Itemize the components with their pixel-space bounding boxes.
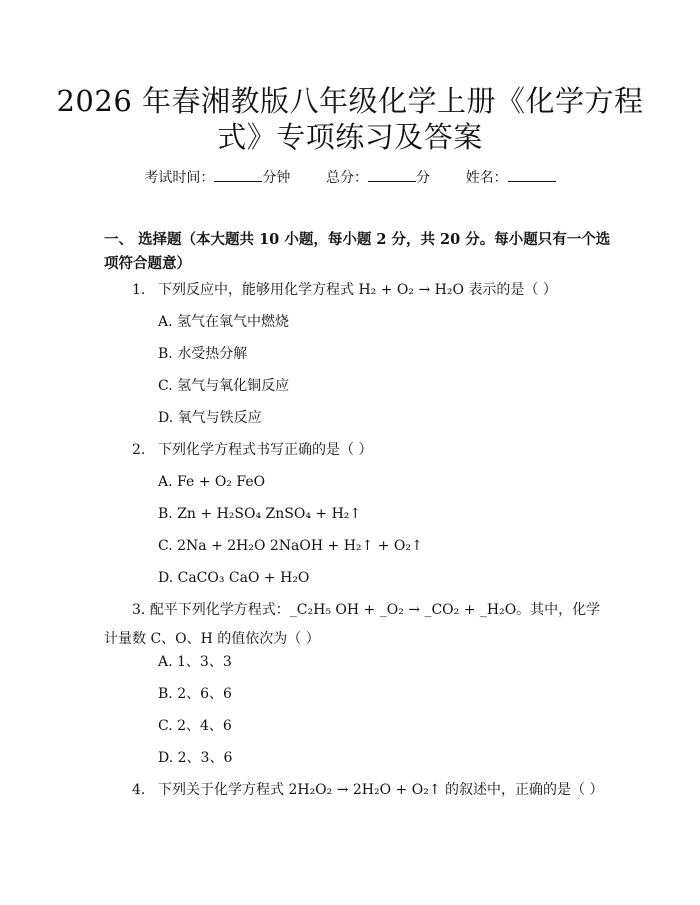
question-2-option-b: B. Zn + H₂SO₄ ZnSO₄ + H₂↑	[158, 506, 362, 522]
question-1	[132, 280, 557, 300]
question-3	[104, 596, 604, 654]
question-1-option-b: B. 水受热分解	[158, 346, 248, 362]
question-number: 1.	[132, 282, 146, 298]
question-2-option-c: C. 2Na + 2H₂O 2NaOH + H₂↑ + O₂↑	[158, 538, 423, 554]
question-3-option-c: C. 2、4、6	[158, 718, 232, 734]
question-3-option-b: B. 2、6、6	[158, 686, 232, 702]
score-label: 总分：	[326, 170, 368, 186]
question-2-option-a: A. Fe + O₂ FeO	[158, 474, 266, 490]
question-1-option-a: A. 氢气在氧气中燃烧	[158, 314, 290, 330]
question-1-option-c: C. 氢气与氧化铜反应	[158, 378, 290, 394]
document-title-line-2: 式》专项练习及答案	[217, 120, 483, 154]
question-1-option-d: D. 氧气与铁反应	[158, 410, 262, 426]
time-blank	[214, 180, 262, 182]
score-unit: 分	[416, 170, 430, 186]
question-3-option-d: D. 2、3、6	[158, 750, 233, 766]
question-3-option-a: A. 1、3、3	[158, 654, 232, 670]
question-4	[132, 780, 603, 800]
name-label: 姓名：	[465, 170, 508, 186]
name-blank	[508, 180, 556, 182]
section-heading: 一、 选择题（本大题共 10 小题，每小题 2 分，共 20 分。每小题只有一个选项符合题意）	[104, 231, 611, 272]
exam-info-line	[0, 167, 700, 187]
question-number: 3.	[132, 602, 146, 618]
question-number: 4.	[132, 782, 146, 798]
document-title-line-1: 2026 年春湘教版八年级化学上册《化学方程	[56, 84, 644, 118]
question-stem: 下列关于化学方程式 2H₂O₂ → 2H₂O + O₂↑ 的叙述中，正确的是（ ）	[158, 782, 604, 798]
question-stem: 配平下列化学方程式：_C₂H₅ OH + _O₂ → _CO₂ + _H₂O。其中，化学计量数 C、O、H 的值依次为（ ）	[104, 602, 601, 647]
question-2-option-d: D. CaCO₃ CaO + H₂O	[158, 570, 310, 586]
question-number: 2.	[132, 442, 146, 458]
question-stem: 下列反应中，能够用化学方程式 H₂ + O₂ → H₂O 表示的是（ ）	[158, 282, 557, 298]
score-blank	[368, 180, 416, 182]
time-label: 考试时间：	[144, 170, 215, 186]
question-2	[132, 440, 372, 460]
question-stem: 下列化学方程式书写正确的是（ ）	[158, 442, 373, 458]
time-unit: 分钟	[262, 170, 291, 186]
